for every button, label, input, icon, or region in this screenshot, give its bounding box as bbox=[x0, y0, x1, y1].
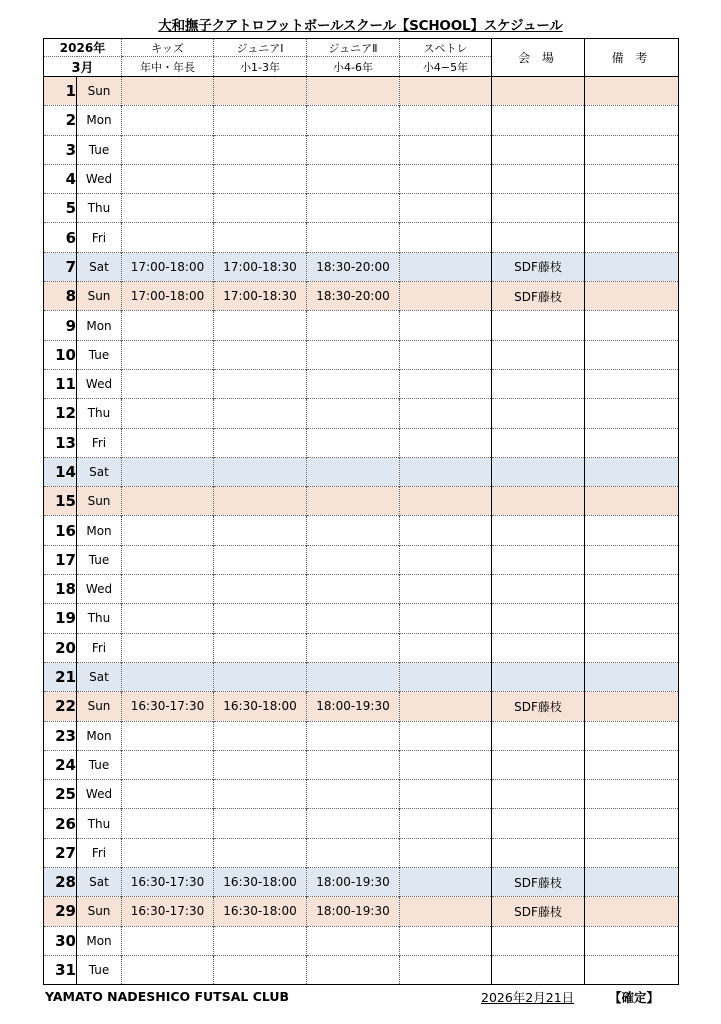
table-row bbox=[44, 604, 679, 633]
issue-date: 2026年2月21日 bbox=[481, 990, 575, 1005]
notes-cell bbox=[585, 135, 679, 164]
junior1-cell bbox=[214, 399, 307, 428]
page-title: 大和撫子クアトロフットボールスクール【SCHOOL】スケジュール bbox=[158, 18, 563, 34]
junior1-cell bbox=[214, 545, 307, 574]
venue-cell: SDF藤枝 bbox=[492, 282, 585, 311]
junior2-cell bbox=[307, 516, 400, 545]
supetore-cell bbox=[400, 516, 492, 545]
kids-cell bbox=[122, 721, 214, 750]
junior2-cell bbox=[307, 223, 400, 252]
junior2-cell bbox=[307, 194, 400, 223]
kids-cell bbox=[122, 77, 214, 106]
notes-cell bbox=[585, 955, 679, 984]
supetore-cell bbox=[400, 897, 492, 926]
table-row bbox=[44, 750, 679, 779]
notes-cell bbox=[585, 692, 679, 721]
day-of-week: Wed bbox=[77, 575, 122, 604]
junior1-cell: 17:00-18:30 bbox=[214, 252, 307, 281]
day-number: 21 bbox=[44, 662, 77, 691]
junior1-cell bbox=[214, 750, 307, 779]
table-row bbox=[44, 809, 679, 838]
day-number: 4 bbox=[44, 164, 77, 193]
day-of-week: Thu bbox=[77, 604, 122, 633]
day-number: 17 bbox=[44, 545, 77, 574]
notes-cell bbox=[585, 868, 679, 897]
junior1-cell bbox=[214, 194, 307, 223]
junior1-cell: 16:30-18:00 bbox=[214, 897, 307, 926]
table-row bbox=[44, 897, 679, 926]
notes-cell bbox=[585, 516, 679, 545]
venue-cell bbox=[492, 750, 585, 779]
supetore-cell bbox=[400, 428, 492, 457]
venue-cell bbox=[492, 516, 585, 545]
notes-cell bbox=[585, 369, 679, 398]
notes-cell bbox=[585, 662, 679, 691]
table-row bbox=[44, 223, 679, 252]
supetore-cell bbox=[400, 399, 492, 428]
day-of-week: Fri bbox=[77, 633, 122, 662]
supetore-cell bbox=[400, 633, 492, 662]
junior2-cell bbox=[307, 926, 400, 955]
venue-cell bbox=[492, 633, 585, 662]
day-of-week: Sun bbox=[77, 692, 122, 721]
table-row bbox=[44, 926, 679, 955]
notes-cell bbox=[585, 487, 679, 516]
kids-cell bbox=[122, 809, 214, 838]
notes-cell bbox=[585, 575, 679, 604]
kids-cell bbox=[122, 545, 214, 574]
table-row bbox=[44, 487, 679, 516]
day-number: 7 bbox=[44, 252, 77, 281]
supetore-cell bbox=[400, 340, 492, 369]
day-number: 20 bbox=[44, 633, 77, 662]
day-number: 3 bbox=[44, 135, 77, 164]
notes-cell bbox=[585, 194, 679, 223]
junior1-cell bbox=[214, 721, 307, 750]
day-number: 8 bbox=[44, 282, 77, 311]
supetore-cell bbox=[400, 77, 492, 106]
supetore-cell bbox=[400, 194, 492, 223]
junior2-cell: 18:30-20:00 bbox=[307, 252, 400, 281]
day-number: 29 bbox=[44, 897, 77, 926]
table-row bbox=[44, 77, 679, 106]
supetore-header: スペトレ bbox=[400, 39, 492, 57]
venue-cell bbox=[492, 194, 585, 223]
notes-cell bbox=[585, 428, 679, 457]
junior2-cell bbox=[307, 604, 400, 633]
junior1-cell bbox=[214, 428, 307, 457]
venue-cell bbox=[492, 399, 585, 428]
day-number: 24 bbox=[44, 750, 77, 779]
notes-cell bbox=[585, 223, 679, 252]
venue-cell bbox=[492, 223, 585, 252]
venue-cell bbox=[492, 340, 585, 369]
junior1-cell bbox=[214, 487, 307, 516]
venue-cell bbox=[492, 955, 585, 984]
notes-cell bbox=[585, 809, 679, 838]
supetore-cell bbox=[400, 662, 492, 691]
day-of-week: Sat bbox=[77, 662, 122, 691]
day-of-week: Thu bbox=[77, 809, 122, 838]
day-number: 27 bbox=[44, 838, 77, 867]
junior1-subheader: 小1-3年 bbox=[214, 57, 307, 77]
day-of-week: Thu bbox=[77, 194, 122, 223]
kids-header: キッズ bbox=[122, 39, 214, 57]
supetore-cell bbox=[400, 106, 492, 135]
venue-cell: SDF藤枝 bbox=[492, 868, 585, 897]
supetore-cell bbox=[400, 282, 492, 311]
notes-cell bbox=[585, 164, 679, 193]
kids-cell bbox=[122, 955, 214, 984]
status-label: 【確定】 bbox=[609, 990, 660, 1005]
kids-cell bbox=[122, 106, 214, 135]
supetore-cell bbox=[400, 780, 492, 809]
notes-header: 備 考 bbox=[585, 39, 679, 77]
day-of-week: Mon bbox=[77, 106, 122, 135]
day-number: 22 bbox=[44, 692, 77, 721]
club-name: YAMATO NADESHICO FUTSAL CLUB bbox=[45, 989, 290, 1004]
day-of-week: Mon bbox=[77, 721, 122, 750]
day-number: 13 bbox=[44, 428, 77, 457]
kids-cell bbox=[122, 516, 214, 545]
table-row bbox=[44, 164, 679, 193]
kids-cell bbox=[122, 164, 214, 193]
supetore-cell bbox=[400, 164, 492, 193]
notes-cell bbox=[585, 399, 679, 428]
junior1-cell bbox=[214, 926, 307, 955]
kids-cell bbox=[122, 369, 214, 398]
junior2-cell: 18:00-19:30 bbox=[307, 897, 400, 926]
table-row bbox=[44, 868, 679, 897]
venue-cell bbox=[492, 545, 585, 574]
day-of-week: Wed bbox=[77, 164, 122, 193]
kids-cell bbox=[122, 633, 214, 662]
table-row bbox=[44, 252, 679, 281]
kids-cell bbox=[122, 487, 214, 516]
table-row bbox=[44, 692, 679, 721]
kids-cell bbox=[122, 135, 214, 164]
day-of-week: Wed bbox=[77, 369, 122, 398]
table-row bbox=[44, 955, 679, 984]
day-number: 12 bbox=[44, 399, 77, 428]
junior2-cell bbox=[307, 77, 400, 106]
day-of-week: Mon bbox=[77, 311, 122, 340]
table-row bbox=[44, 399, 679, 428]
venue-cell bbox=[492, 721, 585, 750]
junior2-cell bbox=[307, 487, 400, 516]
venue-cell: SDF藤枝 bbox=[492, 692, 585, 721]
table-row bbox=[44, 516, 679, 545]
kids-cell: 16:30-17:30 bbox=[122, 692, 214, 721]
day-of-week: Mon bbox=[77, 926, 122, 955]
junior2-cell bbox=[307, 369, 400, 398]
venue-cell bbox=[492, 926, 585, 955]
junior1-cell bbox=[214, 135, 307, 164]
table-row bbox=[44, 545, 679, 574]
table-row bbox=[44, 282, 679, 311]
day-of-week: Tue bbox=[77, 340, 122, 369]
kids-cell bbox=[122, 926, 214, 955]
junior2-subheader: 小4-6年 bbox=[307, 57, 400, 77]
junior1-cell bbox=[214, 575, 307, 604]
notes-cell bbox=[585, 780, 679, 809]
kids-cell: 16:30-17:30 bbox=[122, 897, 214, 926]
day-number: 14 bbox=[44, 457, 77, 486]
venue-cell bbox=[492, 77, 585, 106]
venue-cell bbox=[492, 487, 585, 516]
kids-cell bbox=[122, 575, 214, 604]
junior2-cell bbox=[307, 955, 400, 984]
day-of-week: Fri bbox=[77, 223, 122, 252]
venue-cell bbox=[492, 311, 585, 340]
notes-cell bbox=[585, 633, 679, 662]
kids-cell bbox=[122, 311, 214, 340]
day-of-week: Tue bbox=[77, 135, 122, 164]
day-of-week: Mon bbox=[77, 516, 122, 545]
junior2-cell bbox=[307, 457, 400, 486]
junior2-cell bbox=[307, 780, 400, 809]
table-row bbox=[44, 633, 679, 662]
junior1-cell bbox=[214, 780, 307, 809]
day-number: 26 bbox=[44, 809, 77, 838]
notes-cell bbox=[585, 721, 679, 750]
notes-cell bbox=[585, 311, 679, 340]
kids-subheader: 年中・年長 bbox=[122, 57, 214, 77]
day-of-week: Tue bbox=[77, 750, 122, 779]
supetore-cell bbox=[400, 926, 492, 955]
venue-cell bbox=[492, 575, 585, 604]
kids-cell bbox=[122, 662, 214, 691]
junior2-cell: 18:00-19:30 bbox=[307, 868, 400, 897]
supetore-cell bbox=[400, 545, 492, 574]
junior2-cell bbox=[307, 809, 400, 838]
supetore-cell bbox=[400, 721, 492, 750]
kids-cell bbox=[122, 428, 214, 457]
kids-cell bbox=[122, 399, 214, 428]
day-of-week: Tue bbox=[77, 955, 122, 984]
day-number: 10 bbox=[44, 340, 77, 369]
junior1-cell: 17:00-18:30 bbox=[214, 282, 307, 311]
day-number: 23 bbox=[44, 721, 77, 750]
venue-cell bbox=[492, 106, 585, 135]
kids-cell bbox=[122, 194, 214, 223]
day-of-week: Fri bbox=[77, 838, 122, 867]
notes-cell bbox=[585, 897, 679, 926]
junior2-cell bbox=[307, 340, 400, 369]
table-row bbox=[44, 662, 679, 691]
junior1-cell bbox=[214, 223, 307, 252]
junior1-cell bbox=[214, 516, 307, 545]
day-of-week: Sat bbox=[77, 252, 122, 281]
junior1-cell: 16:30-18:00 bbox=[214, 868, 307, 897]
junior2-cell bbox=[307, 721, 400, 750]
junior2-cell bbox=[307, 106, 400, 135]
day-number: 11 bbox=[44, 369, 77, 398]
junior1-cell bbox=[214, 77, 307, 106]
junior1-cell bbox=[214, 955, 307, 984]
day-of-week: Sat bbox=[77, 457, 122, 486]
day-number: 25 bbox=[44, 780, 77, 809]
kids-cell bbox=[122, 838, 214, 867]
day-number: 16 bbox=[44, 516, 77, 545]
day-of-week: Sun bbox=[77, 282, 122, 311]
day-of-week: Sat bbox=[77, 868, 122, 897]
table-row bbox=[44, 838, 679, 867]
junior1-cell bbox=[214, 164, 307, 193]
supetore-cell bbox=[400, 135, 492, 164]
table-row bbox=[44, 428, 679, 457]
kids-cell bbox=[122, 750, 214, 779]
supetore-cell bbox=[400, 369, 492, 398]
junior1-cell bbox=[214, 662, 307, 691]
junior1-cell bbox=[214, 369, 307, 398]
kids-cell bbox=[122, 604, 214, 633]
day-of-week: Fri bbox=[77, 428, 122, 457]
venue-cell bbox=[492, 457, 585, 486]
day-number: 28 bbox=[44, 868, 77, 897]
venue-cell: SDF藤枝 bbox=[492, 897, 585, 926]
day-of-week: Sun bbox=[77, 897, 122, 926]
supetore-cell bbox=[400, 868, 492, 897]
junior1-cell bbox=[214, 457, 307, 486]
junior1-cell bbox=[214, 311, 307, 340]
day-number: 30 bbox=[44, 926, 77, 955]
kids-cell bbox=[122, 223, 214, 252]
notes-cell bbox=[585, 604, 679, 633]
junior1-header: ジュニアⅠ bbox=[214, 39, 307, 57]
junior2-cell bbox=[307, 164, 400, 193]
day-of-week: Sun bbox=[77, 487, 122, 516]
day-number: 31 bbox=[44, 955, 77, 984]
notes-cell bbox=[585, 926, 679, 955]
notes-cell bbox=[585, 106, 679, 135]
schedule-body bbox=[44, 77, 679, 985]
month-header: 3月 bbox=[44, 57, 122, 77]
junior2-cell bbox=[307, 135, 400, 164]
table-row bbox=[44, 106, 679, 135]
supetore-cell bbox=[400, 692, 492, 721]
day-number: 18 bbox=[44, 575, 77, 604]
table-row bbox=[44, 194, 679, 223]
venue-cell: SDF藤枝 bbox=[492, 252, 585, 281]
venue-cell bbox=[492, 135, 585, 164]
junior1-cell bbox=[214, 838, 307, 867]
venue-header: 会 場 bbox=[492, 39, 585, 77]
notes-cell bbox=[585, 282, 679, 311]
supetore-cell bbox=[400, 575, 492, 604]
table-row bbox=[44, 721, 679, 750]
notes-cell bbox=[585, 252, 679, 281]
kids-cell: 17:00-18:00 bbox=[122, 282, 214, 311]
schedule-table bbox=[43, 38, 679, 985]
table-row bbox=[44, 369, 679, 398]
kids-cell: 16:30-17:30 bbox=[122, 868, 214, 897]
supetore-cell bbox=[400, 955, 492, 984]
day-number: 6 bbox=[44, 223, 77, 252]
junior1-cell bbox=[214, 633, 307, 662]
junior2-cell bbox=[307, 399, 400, 428]
junior1-cell bbox=[214, 604, 307, 633]
junior2-header: ジュニアⅡ bbox=[307, 39, 400, 57]
kids-cell: 17:00-18:00 bbox=[122, 252, 214, 281]
supetore-cell bbox=[400, 223, 492, 252]
junior2-cell bbox=[307, 575, 400, 604]
junior2-cell bbox=[307, 311, 400, 340]
junior1-cell bbox=[214, 340, 307, 369]
supetore-cell bbox=[400, 487, 492, 516]
venue-cell bbox=[492, 780, 585, 809]
junior1-cell bbox=[214, 809, 307, 838]
table-row bbox=[44, 457, 679, 486]
day-of-week: Wed bbox=[77, 780, 122, 809]
supetore-cell bbox=[400, 457, 492, 486]
junior2-cell bbox=[307, 428, 400, 457]
day-of-week: Tue bbox=[77, 545, 122, 574]
junior1-cell: 16:30-18:00 bbox=[214, 692, 307, 721]
junior2-cell: 18:30-20:00 bbox=[307, 282, 400, 311]
day-number: 15 bbox=[44, 487, 77, 516]
supetore-cell bbox=[400, 604, 492, 633]
kids-cell bbox=[122, 780, 214, 809]
supetore-cell bbox=[400, 750, 492, 779]
day-number: 2 bbox=[44, 106, 77, 135]
venue-cell bbox=[492, 164, 585, 193]
notes-cell bbox=[585, 457, 679, 486]
day-number: 9 bbox=[44, 311, 77, 340]
venue-cell bbox=[492, 428, 585, 457]
junior2-cell bbox=[307, 545, 400, 574]
kids-cell bbox=[122, 457, 214, 486]
junior2-cell bbox=[307, 838, 400, 867]
supetore-cell bbox=[400, 311, 492, 340]
table-row bbox=[44, 311, 679, 340]
venue-cell bbox=[492, 604, 585, 633]
venue-cell bbox=[492, 662, 585, 691]
year-header: 2026年 bbox=[44, 39, 122, 57]
junior2-cell bbox=[307, 633, 400, 662]
day-number: 5 bbox=[44, 194, 77, 223]
venue-cell bbox=[492, 809, 585, 838]
table-row bbox=[44, 780, 679, 809]
venue-cell bbox=[492, 369, 585, 398]
venue-cell bbox=[492, 838, 585, 867]
day-number: 1 bbox=[44, 77, 77, 106]
day-of-week: Sun bbox=[77, 77, 122, 106]
notes-cell bbox=[585, 340, 679, 369]
notes-cell bbox=[585, 545, 679, 574]
day-of-week: Thu bbox=[77, 399, 122, 428]
notes-cell bbox=[585, 838, 679, 867]
kids-cell bbox=[122, 340, 214, 369]
notes-cell bbox=[585, 77, 679, 106]
table-row bbox=[44, 575, 679, 604]
supetore-cell bbox=[400, 252, 492, 281]
table-row bbox=[44, 135, 679, 164]
junior1-cell bbox=[214, 106, 307, 135]
supetore-subheader: 小4−5年 bbox=[400, 57, 492, 77]
junior2-cell: 18:00-19:30 bbox=[307, 692, 400, 721]
junior2-cell bbox=[307, 750, 400, 779]
supetore-cell bbox=[400, 838, 492, 867]
day-number: 19 bbox=[44, 604, 77, 633]
supetore-cell bbox=[400, 809, 492, 838]
notes-cell bbox=[585, 750, 679, 779]
table-row bbox=[44, 340, 679, 369]
junior2-cell bbox=[307, 662, 400, 691]
